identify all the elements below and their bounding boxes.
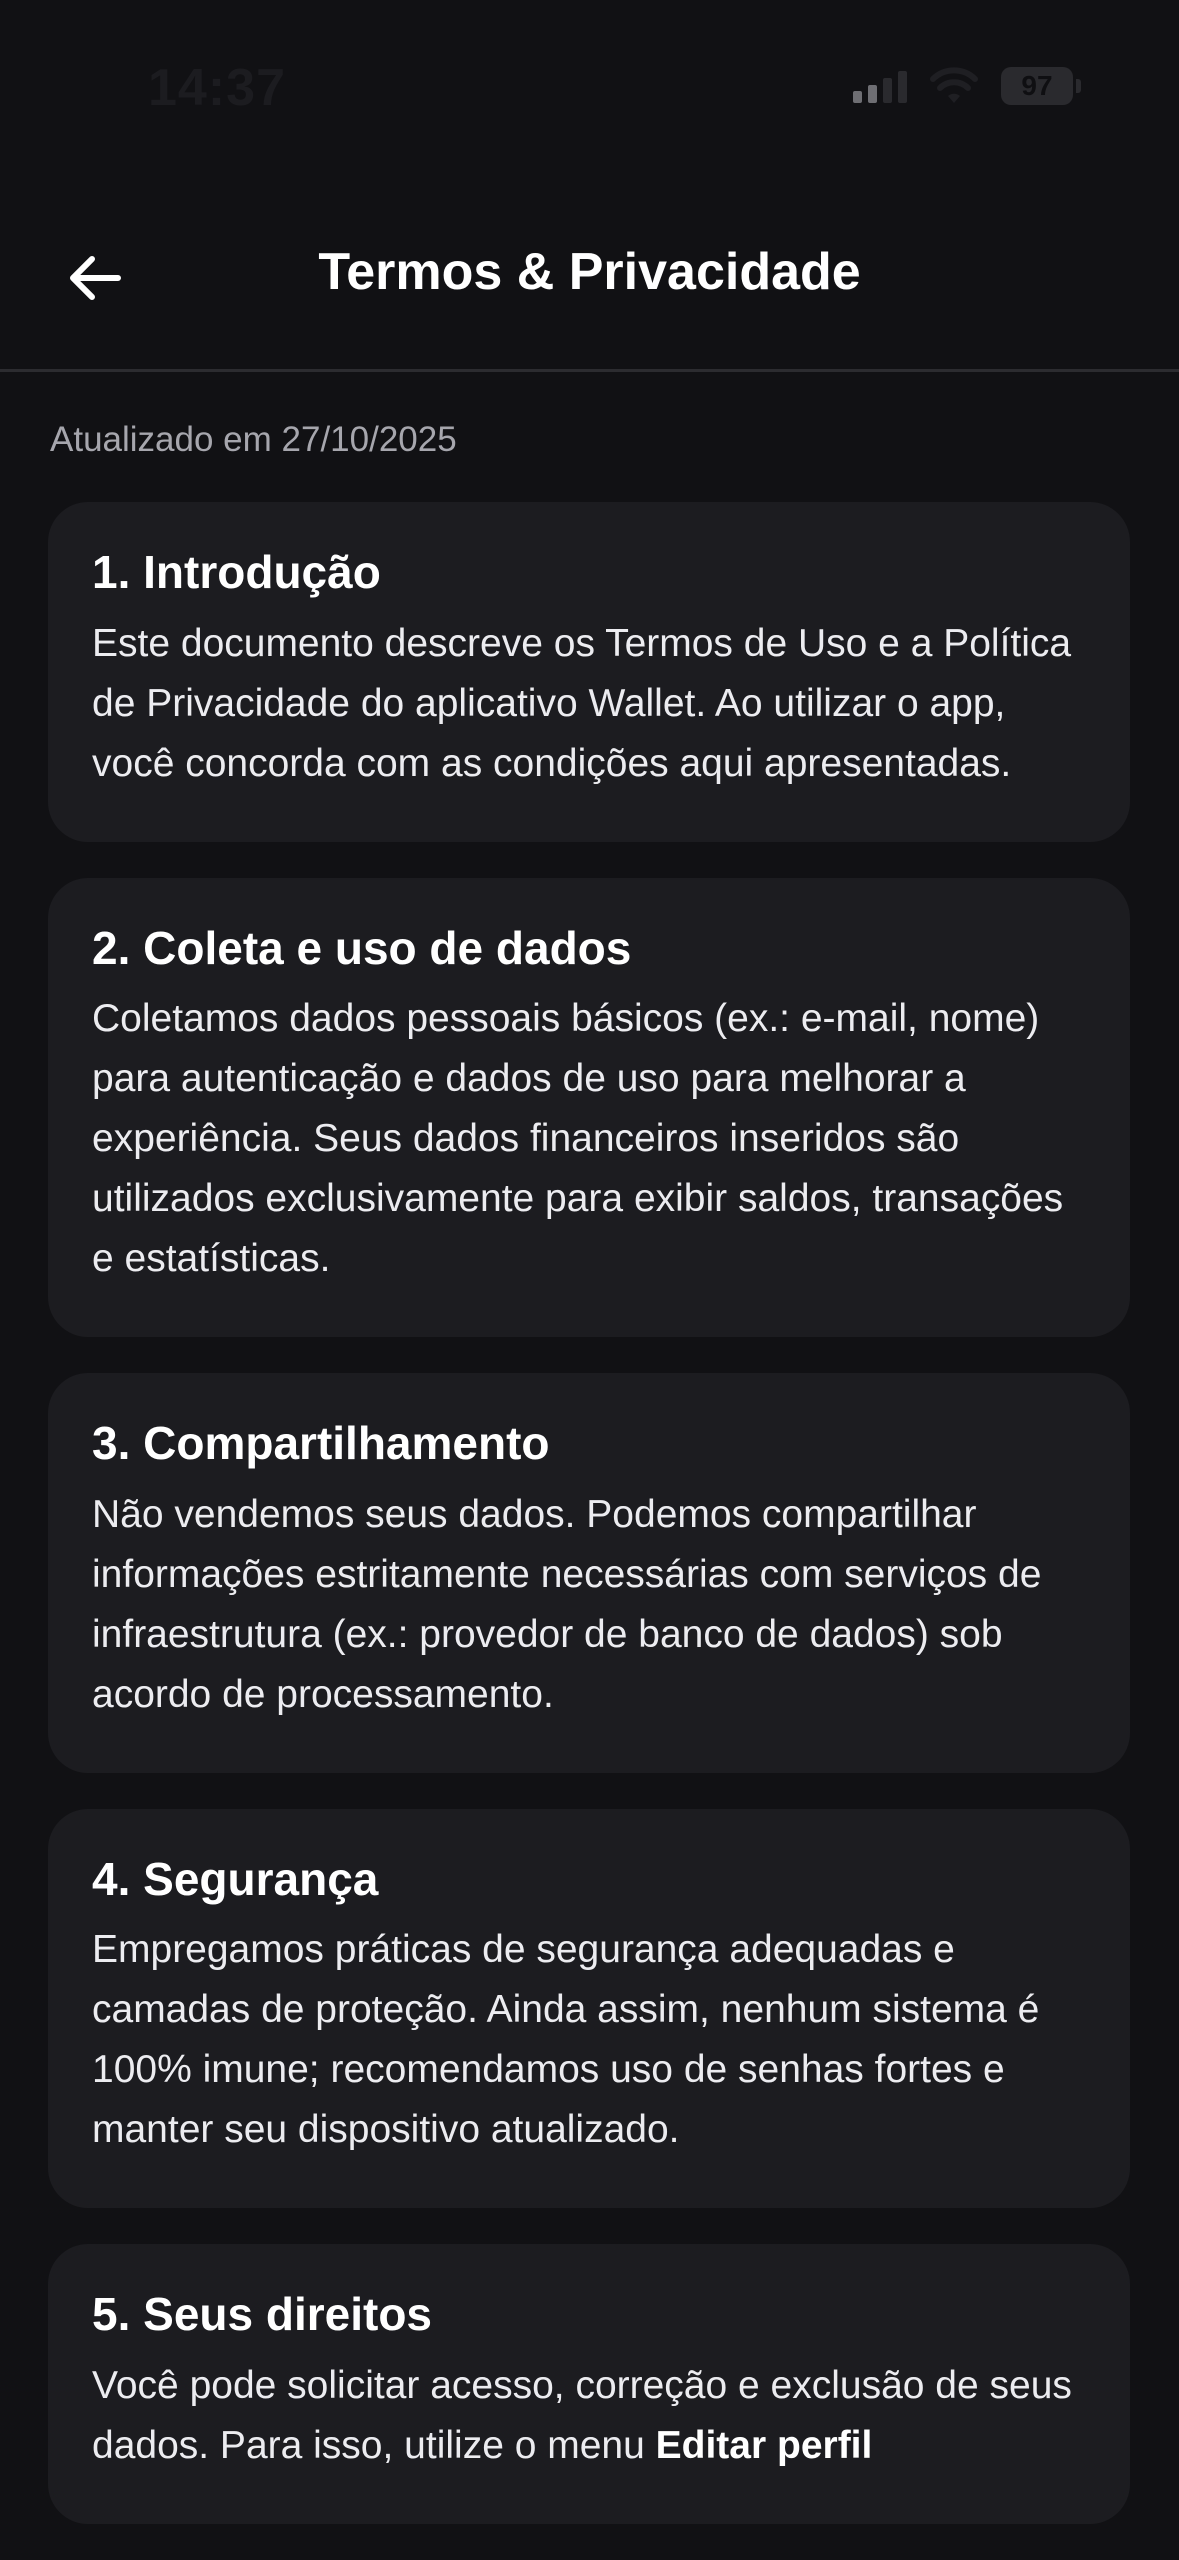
cellular-signal-icon — [853, 69, 907, 103]
wifi-icon — [929, 67, 979, 105]
section-card-security — [48, 1809, 1130, 2209]
status-bar — [0, 0, 1179, 170]
section-title: 3. Compartilhamento — [92, 1417, 550, 1469]
section-card-sharing — [48, 1373, 1130, 1773]
section-title: 5. Seus direitos — [92, 2288, 433, 2340]
section-body: Não vendemos seus dados. Podemos compartilhar informações estritamente necessárias com serviços de infraestrutura (ex.: provedor de banco de dados) sob acordo de processamento. — [92, 1492, 1042, 1716]
status-time: 14:37 — [148, 59, 286, 117]
section-body — [92, 2356, 1086, 2476]
section-body-text: Você pode solicitar acesso, correção e exclusão de seus dados. Para isso, utilize o menu — [92, 2363, 1072, 2467]
section-body: Coletamos dados pessoais básicos (ex.: e-mail, nome) para autenticação e dados de uso para melhorar a experiência. Seus dados financeiros inseridos são utilizados exclusivamente para exibir saldos, transações e estatísticas. — [92, 997, 1064, 1280]
battery-icon — [1001, 67, 1073, 105]
section-title: 4. Segurança — [92, 1852, 379, 1905]
section-card-rights — [48, 2244, 1130, 2524]
updated-date: Atualizado em 27/10/2025 — [50, 420, 457, 459]
header — [0, 170, 1179, 372]
page-title: Termos & Privacidade — [318, 243, 861, 301]
section-title: 2. Coleta e uso de dados — [92, 921, 632, 974]
section-card-introduction — [48, 502, 1130, 842]
sections-list — [48, 502, 1130, 2560]
battery-level: 97 — [1021, 70, 1053, 101]
status-icons — [853, 66, 1073, 106]
section-body: Este documento descreve os Termos de Uso e a Política de Privacidade do aplicativo Wallet. Ao utilizar o app, você concorda com as condições aqui apresentadas. — [92, 621, 1072, 785]
edit-profile-link[interactable]: Editar perfil — [655, 2423, 873, 2467]
section-card-data-collection — [48, 878, 1130, 1338]
section-title: 1. Introdução — [92, 546, 381, 598]
section-body: Empregamos práticas de segurança adequadas e camadas de proteção. Ainda assim, nenhum sistema é 100% imune; recomendamos uso de senhas fortes e manter seu dispositivo atualizado. — [92, 1928, 1040, 2151]
